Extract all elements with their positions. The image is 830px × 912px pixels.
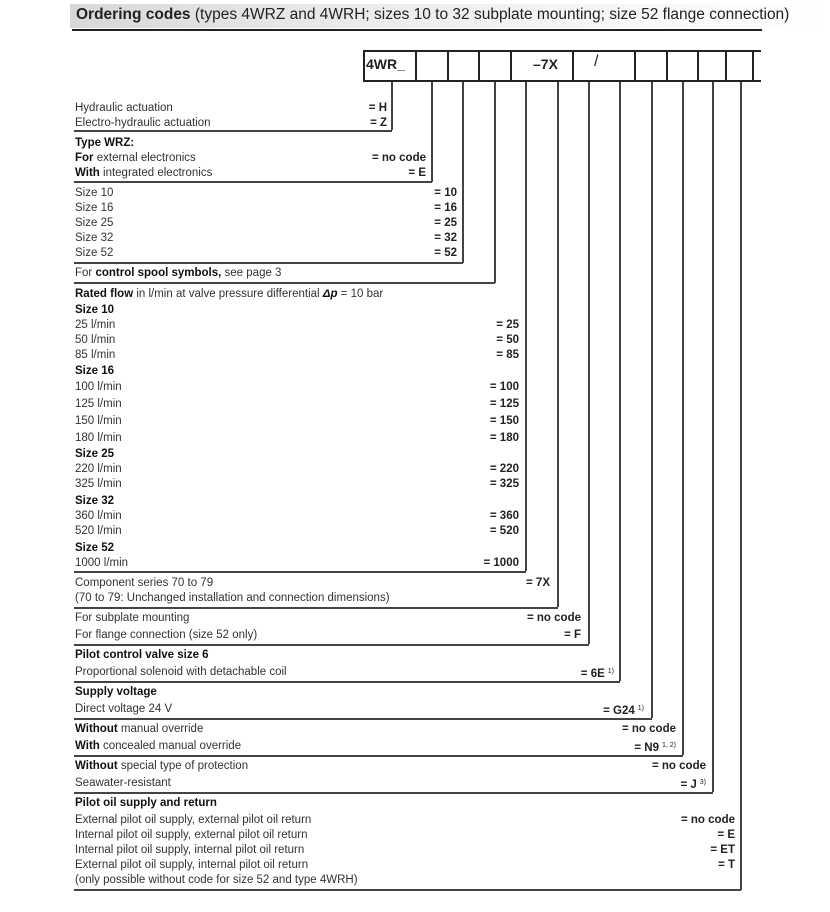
option-note: (only possible without code for size 52 and type 4WRH) <box>75 874 358 886</box>
code-box-9 <box>697 50 725 82</box>
page-title: Ordering codes (types 4WRZ and 4WRH; sizes 10 to 32 subplate mounting; size 52 flange connection) <box>76 6 790 23</box>
option-label: Direct voltage 24 V <box>75 703 173 715</box>
option-code: = H <box>368 102 387 114</box>
option-code: = 52 <box>434 247 457 259</box>
option-code: = Z <box>370 117 387 129</box>
size-heading: Size 10 <box>75 304 114 316</box>
code-box-10 <box>725 50 752 82</box>
option-code: = 6E $^{1)}$ <box>580 668 614 680</box>
option-label: Size 52 <box>75 247 114 259</box>
option-label: 1000 l/min <box>75 557 129 569</box>
code-prefix: 4WR_ <box>366 56 405 72</box>
option-label: Size 16 <box>75 202 114 214</box>
spool-symbols-note: For control spool symbols, see page 3 <box>75 267 282 279</box>
option-note: (70 to 79: Unchanged installation and connection dimensions) <box>75 592 390 604</box>
option-label: Size 25 <box>75 217 114 229</box>
option-label: Proportional solenoid with detachable coil <box>75 666 287 678</box>
size-heading: Size 16 <box>75 365 114 377</box>
option-code: = 32 <box>434 232 457 244</box>
option-code: = N9 $^{1, 2)}$ <box>634 742 676 754</box>
option-code: = 180 <box>489 432 519 444</box>
code-box-11 <box>752 50 761 82</box>
option-code: = E <box>408 167 426 179</box>
size-heading: Size 32 <box>75 495 114 507</box>
option-code: = no code <box>622 723 676 735</box>
section-title: Supply voltage <box>75 686 157 698</box>
section-title: Pilot oil supply and return <box>75 797 217 809</box>
option-label: Without special type of protection <box>75 760 249 772</box>
code-box-7 <box>634 50 666 82</box>
option-code: = 360 <box>489 510 519 522</box>
option-label: External pilot oil supply, external pilot oil return <box>75 814 312 826</box>
code-box-2 <box>415 50 447 82</box>
option-code: = 50 <box>496 334 519 346</box>
option-code: = G24 $^{1)}$ <box>603 705 644 717</box>
option-code: = 325 <box>489 478 519 490</box>
option-label: Size 32 <box>75 232 114 244</box>
option-label: 220 l/min <box>75 463 122 475</box>
option-code: = 100 <box>489 381 519 393</box>
option-label: 50 l/min <box>75 334 116 346</box>
size-heading: Size 52 <box>75 542 114 554</box>
option-label: Hydraulic actuation <box>75 102 173 114</box>
option-label: 150 l/min <box>75 415 122 427</box>
option-label: 180 l/min <box>75 432 122 444</box>
option-label: Electro-hydraulic actuation <box>75 117 211 129</box>
option-code: = 25 <box>496 319 519 331</box>
option-label: 100 l/min <box>75 381 122 393</box>
option-label: 85 l/min <box>75 349 116 361</box>
header-underline <box>72 29 762 31</box>
option-label: 325 l/min <box>75 478 122 490</box>
size-heading: Size 25 <box>75 448 114 460</box>
option-code: = 85 <box>496 349 519 361</box>
option-code: = 125 <box>489 398 519 410</box>
option-code: = 10 <box>434 187 457 199</box>
option-code: = E <box>717 829 735 841</box>
option-code: = T <box>718 859 735 871</box>
code-box-4 <box>478 50 510 82</box>
code-slash: / <box>594 53 599 70</box>
option-label: Seawater-resistant <box>75 777 171 789</box>
code-series: –7X <box>533 56 558 72</box>
option-label: 360 l/min <box>75 510 122 522</box>
option-label: 520 l/min <box>75 525 122 537</box>
option-label: For external electronics <box>75 152 196 164</box>
section-title: Rated flow in l/min at valve pressure differential Δp = 10 bar <box>75 288 384 300</box>
option-code: = J $^{3)}$ <box>680 779 706 791</box>
option-code: = ET <box>710 844 735 856</box>
option-label: Internal pilot oil supply, external pilot oil return <box>75 829 308 841</box>
option-code: = 25 <box>434 217 457 229</box>
option-label: 25 l/min <box>75 319 116 331</box>
option-code: = F <box>564 629 581 641</box>
option-code: = 520 <box>489 525 519 537</box>
option-label: Component series 70 to 79 <box>75 577 214 589</box>
option-label: Without manual override <box>75 723 204 735</box>
option-code: = no code <box>681 814 735 826</box>
option-label: External pilot oil supply, internal pilot oil return <box>75 859 309 871</box>
section-title: Type WRZ: <box>75 137 135 149</box>
option-code: = no code <box>652 760 706 772</box>
option-code: = 150 <box>489 415 519 427</box>
option-code: = 7X <box>526 577 550 589</box>
option-label: 125 l/min <box>75 398 122 410</box>
option-code: = 16 <box>434 202 457 214</box>
option-label: For subplate mounting <box>75 612 190 624</box>
code-box-6 <box>572 50 634 82</box>
option-label: Internal pilot oil supply, internal pilot oil return <box>75 844 305 856</box>
option-code: = no code <box>372 152 426 164</box>
section-title: Pilot control valve size 6 <box>75 649 209 661</box>
option-label: With concealed manual override <box>75 740 242 752</box>
option-code: = 220 <box>489 463 519 475</box>
code-box-8 <box>666 50 697 82</box>
option-code: = no code <box>527 612 581 624</box>
option-label: Size 10 <box>75 187 114 199</box>
option-label: For flange connection (size 52 only) <box>75 629 258 641</box>
code-box-3 <box>447 50 478 82</box>
option-label: With integrated electronics <box>75 167 213 179</box>
option-code: = 1000 <box>483 557 519 569</box>
